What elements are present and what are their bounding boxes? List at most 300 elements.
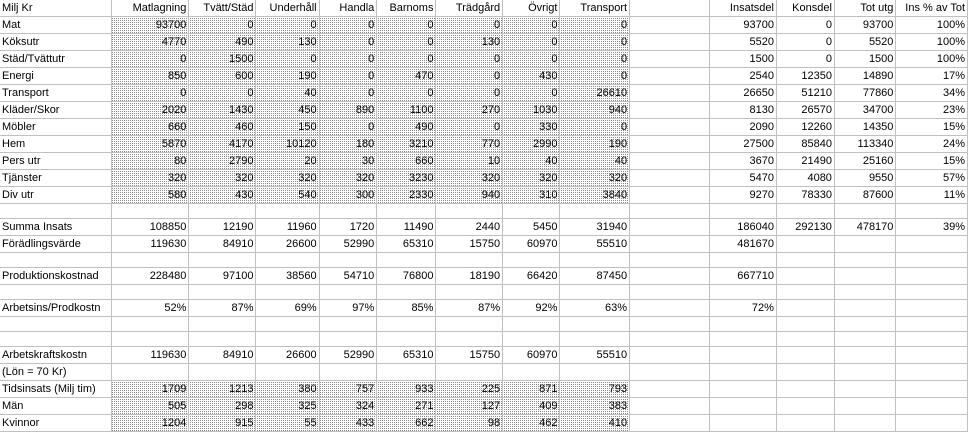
- empty-cell[interactable]: [503, 317, 560, 332]
- ins-value-cell[interactable]: 15%: [896, 119, 968, 136]
- ins-value-cell[interactable]: 4080: [776, 170, 834, 187]
- value-cell[interactable]: 0: [503, 34, 560, 51]
- value-cell[interactable]: 430: [189, 187, 256, 204]
- value-cell[interactable]: 915: [189, 415, 256, 432]
- ins-value-cell[interactable]: 39%: [896, 219, 968, 236]
- empty-cell[interactable]: [896, 268, 968, 285]
- value-cell[interactable]: 0: [319, 68, 377, 85]
- ins-value-cell[interactable]: 100%: [896, 17, 968, 34]
- empty-cell[interactable]: [896, 236, 968, 253]
- value-cell[interactable]: 320: [503, 170, 560, 187]
- value-cell[interactable]: 940: [436, 187, 503, 204]
- value-cell[interactable]: 0: [436, 68, 503, 85]
- value-cell[interactable]: 433: [319, 415, 377, 432]
- value-cell[interactable]: 10: [436, 153, 503, 170]
- empty-cell[interactable]: [630, 85, 710, 102]
- empty-cell[interactable]: [560, 253, 630, 268]
- value-cell[interactable]: 1709: [111, 381, 189, 398]
- empty-cell[interactable]: [111, 204, 189, 219]
- empty-cell[interactable]: [710, 347, 777, 364]
- empty-cell[interactable]: [319, 253, 377, 268]
- empty-cell[interactable]: [436, 332, 503, 347]
- value-cell[interactable]: 0: [503, 17, 560, 34]
- value-cell[interactable]: 0: [256, 51, 319, 68]
- empty-cell[interactable]: [630, 381, 710, 398]
- empty-cell[interactable]: [630, 136, 710, 153]
- empty-cell[interactable]: [111, 332, 189, 347]
- empty-cell[interactable]: [111, 285, 189, 300]
- value-cell[interactable]: 0: [560, 17, 630, 34]
- value-cell[interactable]: 871: [503, 381, 560, 398]
- empty-cell[interactable]: [834, 204, 895, 219]
- empty-cell[interactable]: [319, 285, 377, 300]
- empty-cell[interactable]: [896, 204, 968, 219]
- value-cell[interactable]: 11490: [377, 219, 436, 236]
- empty-cell[interactable]: [710, 398, 777, 415]
- ins-value-cell[interactable]: 667710: [710, 268, 777, 285]
- column-header-cell[interactable]: Insatsdel: [710, 0, 777, 17]
- empty-cell[interactable]: [896, 300, 968, 317]
- ins-value-cell[interactable]: 0: [776, 17, 834, 34]
- value-cell[interactable]: 5870: [111, 136, 189, 153]
- empty-cell[interactable]: [111, 317, 189, 332]
- row-label-cell[interactable]: Män: [0, 398, 111, 415]
- ins-value-cell[interactable]: 11%: [896, 187, 968, 204]
- empty-cell[interactable]: [896, 317, 968, 332]
- value-cell[interactable]: 119630: [111, 236, 189, 253]
- value-cell[interactable]: 84910: [189, 347, 256, 364]
- row-label-cell[interactable]: Transport: [0, 85, 111, 102]
- ins-value-cell[interactable]: 57%: [896, 170, 968, 187]
- value-cell[interactable]: 1720: [319, 219, 377, 236]
- empty-cell[interactable]: [377, 317, 436, 332]
- value-cell[interactable]: 1500: [189, 51, 256, 68]
- row-label-cell[interactable]: Produktionskostnad: [0, 268, 111, 285]
- value-cell[interactable]: 52990: [319, 347, 377, 364]
- value-cell[interactable]: 320: [560, 170, 630, 187]
- row-label-cell[interactable]: Div utr: [0, 187, 111, 204]
- value-cell[interactable]: 180: [319, 136, 377, 153]
- ins-value-cell[interactable]: 14890: [834, 68, 895, 85]
- value-cell[interactable]: 409: [503, 398, 560, 415]
- ins-value-cell[interactable]: 292130: [776, 219, 834, 236]
- empty-cell[interactable]: [560, 332, 630, 347]
- value-cell[interactable]: 662: [377, 415, 436, 432]
- value-cell[interactable]: 940: [560, 102, 630, 119]
- empty-cell[interactable]: [630, 317, 710, 332]
- value-cell[interactable]: 97%: [319, 300, 377, 317]
- ins-value-cell[interactable]: 87600: [834, 187, 895, 204]
- ins-value-cell[interactable]: 1500: [834, 51, 895, 68]
- value-cell[interactable]: 3210: [377, 136, 436, 153]
- ins-value-cell[interactable]: 2540: [710, 68, 777, 85]
- empty-cell[interactable]: [111, 364, 189, 381]
- empty-cell[interactable]: [896, 381, 968, 398]
- ins-value-cell[interactable]: 51210: [776, 85, 834, 102]
- empty-cell[interactable]: [436, 204, 503, 219]
- column-header-cell[interactable]: Trädgård: [436, 0, 503, 17]
- empty-cell[interactable]: [776, 204, 834, 219]
- column-header-cell[interactable]: Transport: [560, 0, 630, 17]
- empty-cell[interactable]: [834, 364, 895, 381]
- empty-cell[interactable]: [503, 285, 560, 300]
- ins-value-cell[interactable]: 34700: [834, 102, 895, 119]
- value-cell[interactable]: 11960: [256, 219, 319, 236]
- empty-cell[interactable]: [834, 332, 895, 347]
- value-cell[interactable]: 190: [560, 136, 630, 153]
- empty-cell[interactable]: [776, 381, 834, 398]
- empty-cell[interactable]: [630, 253, 710, 268]
- value-cell[interactable]: 0: [111, 85, 189, 102]
- ins-value-cell[interactable]: 14350: [834, 119, 895, 136]
- empty-cell[interactable]: [776, 236, 834, 253]
- empty-cell[interactable]: [377, 285, 436, 300]
- empty-cell[interactable]: [630, 204, 710, 219]
- empty-cell[interactable]: [630, 268, 710, 285]
- value-cell[interactable]: 0: [319, 51, 377, 68]
- ins-value-cell[interactable]: 78330: [776, 187, 834, 204]
- empty-cell[interactable]: [630, 236, 710, 253]
- value-cell[interactable]: 0: [319, 85, 377, 102]
- value-cell[interactable]: 890: [319, 102, 377, 119]
- value-cell[interactable]: 55510: [560, 236, 630, 253]
- value-cell[interactable]: 93700: [111, 17, 189, 34]
- empty-cell[interactable]: [834, 285, 895, 300]
- value-cell[interactable]: 0: [111, 51, 189, 68]
- value-cell[interactable]: 80: [111, 153, 189, 170]
- empty-cell[interactable]: [630, 300, 710, 317]
- value-cell[interactable]: 127: [436, 398, 503, 415]
- row-label-cell[interactable]: Kläder/Skor: [0, 102, 111, 119]
- value-cell[interactable]: 0: [503, 51, 560, 68]
- value-cell[interactable]: 320: [319, 170, 377, 187]
- empty-cell[interactable]: [834, 347, 895, 364]
- empty-cell[interactable]: [256, 285, 319, 300]
- empty-cell[interactable]: [896, 332, 968, 347]
- empty-cell[interactable]: [0, 332, 111, 347]
- empty-cell[interactable]: [630, 187, 710, 204]
- empty-cell[interactable]: [256, 253, 319, 268]
- ins-value-cell[interactable]: 0: [776, 34, 834, 51]
- value-cell[interactable]: 298: [189, 398, 256, 415]
- value-cell[interactable]: 0: [436, 85, 503, 102]
- ins-value-cell[interactable]: 24%: [896, 136, 968, 153]
- row-label-cell[interactable]: Kvinnor: [0, 415, 111, 432]
- value-cell[interactable]: 460: [189, 119, 256, 136]
- value-cell[interactable]: 2020: [111, 102, 189, 119]
- value-cell[interactable]: 410: [560, 415, 630, 432]
- row-label-cell[interactable]: Hem: [0, 136, 111, 153]
- empty-cell[interactable]: [189, 285, 256, 300]
- column-header-cell[interactable]: Underhåll: [256, 0, 319, 17]
- value-cell[interactable]: 5450: [503, 219, 560, 236]
- value-cell[interactable]: 26600: [256, 347, 319, 364]
- value-cell[interactable]: 0: [560, 51, 630, 68]
- value-cell[interactable]: 470: [377, 68, 436, 85]
- empty-cell[interactable]: [189, 317, 256, 332]
- empty-cell[interactable]: [630, 51, 710, 68]
- value-cell[interactable]: 0: [319, 119, 377, 136]
- ins-value-cell[interactable]: 9550: [834, 170, 895, 187]
- value-cell[interactable]: 12190: [189, 219, 256, 236]
- empty-cell[interactable]: [776, 285, 834, 300]
- empty-cell[interactable]: [834, 253, 895, 268]
- empty-cell[interactable]: [710, 381, 777, 398]
- empty-cell[interactable]: [630, 415, 710, 432]
- ins-value-cell[interactable]: 26650: [710, 85, 777, 102]
- value-cell[interactable]: 40: [560, 153, 630, 170]
- value-cell[interactable]: 76800: [377, 268, 436, 285]
- empty-cell[interactable]: [776, 332, 834, 347]
- value-cell[interactable]: 0: [377, 85, 436, 102]
- value-cell[interactable]: 190: [256, 68, 319, 85]
- empty-cell[interactable]: [319, 317, 377, 332]
- empty-cell[interactable]: [896, 364, 968, 381]
- value-cell[interactable]: 0: [256, 17, 319, 34]
- value-cell[interactable]: 320: [189, 170, 256, 187]
- value-cell[interactable]: 26610: [560, 85, 630, 102]
- value-cell[interactable]: 97100: [189, 268, 256, 285]
- column-header-cell[interactable]: Handla: [319, 0, 377, 17]
- empty-cell[interactable]: [834, 317, 895, 332]
- empty-cell[interactable]: [776, 347, 834, 364]
- empty-cell[interactable]: [630, 68, 710, 85]
- ins-value-cell[interactable]: 186040: [710, 219, 777, 236]
- empty-cell[interactable]: [560, 317, 630, 332]
- value-cell[interactable]: 490: [189, 34, 256, 51]
- value-cell[interactable]: 0: [436, 119, 503, 136]
- column-header-cell[interactable]: Barnoms: [377, 0, 436, 17]
- value-cell[interactable]: 310: [503, 187, 560, 204]
- empty-cell[interactable]: [256, 364, 319, 381]
- empty-cell[interactable]: [834, 300, 895, 317]
- value-cell[interactable]: 20: [256, 153, 319, 170]
- row-label-cell[interactable]: Summa Insats: [0, 219, 111, 236]
- value-cell[interactable]: 0: [436, 17, 503, 34]
- ins-value-cell[interactable]: 93700: [710, 17, 777, 34]
- value-cell[interactable]: 450: [256, 102, 319, 119]
- empty-cell[interactable]: [630, 347, 710, 364]
- salary-note-cell[interactable]: (Lön = 70 Kr): [0, 364, 111, 381]
- value-cell[interactable]: 0: [560, 119, 630, 136]
- row-label-cell[interactable]: Möbler: [0, 119, 111, 136]
- value-cell[interactable]: 320: [436, 170, 503, 187]
- empty-cell[interactable]: [834, 236, 895, 253]
- row-label-cell[interactable]: Tjänster: [0, 170, 111, 187]
- value-cell[interactable]: 87%: [436, 300, 503, 317]
- row-label-cell[interactable]: Arbetskraftskostn: [0, 347, 111, 364]
- value-cell[interactable]: 380: [256, 381, 319, 398]
- empty-cell[interactable]: [896, 253, 968, 268]
- value-cell[interactable]: 52%: [111, 300, 189, 317]
- value-cell[interactable]: 40: [503, 153, 560, 170]
- value-cell[interactable]: 580: [111, 187, 189, 204]
- empty-cell[interactable]: [710, 285, 777, 300]
- empty-cell[interactable]: [710, 317, 777, 332]
- value-cell[interactable]: 1100: [377, 102, 436, 119]
- value-cell[interactable]: 330: [503, 119, 560, 136]
- empty-cell[interactable]: [896, 285, 968, 300]
- empty-cell[interactable]: [560, 204, 630, 219]
- value-cell[interactable]: 933: [377, 381, 436, 398]
- value-cell[interactable]: 0: [503, 85, 560, 102]
- value-cell[interactable]: 660: [377, 153, 436, 170]
- empty-cell[interactable]: [111, 253, 189, 268]
- ins-value-cell[interactable]: 21490: [776, 153, 834, 170]
- empty-cell[interactable]: [710, 253, 777, 268]
- value-cell[interactable]: 108850: [111, 219, 189, 236]
- ins-value-cell[interactable]: 17%: [896, 68, 968, 85]
- value-cell[interactable]: 770: [436, 136, 503, 153]
- ins-value-cell[interactable]: 93700: [834, 17, 895, 34]
- empty-cell[interactable]: [560, 285, 630, 300]
- empty-cell[interactable]: [630, 398, 710, 415]
- empty-cell[interactable]: [630, 285, 710, 300]
- empty-cell[interactable]: [560, 364, 630, 381]
- empty-cell[interactable]: [776, 300, 834, 317]
- empty-cell[interactable]: [256, 332, 319, 347]
- empty-cell[interactable]: [776, 317, 834, 332]
- ins-value-cell[interactable]: 12350: [776, 68, 834, 85]
- ins-value-cell[interactable]: 23%: [896, 102, 968, 119]
- ins-value-cell[interactable]: 481670: [710, 236, 777, 253]
- empty-cell[interactable]: [630, 34, 710, 51]
- value-cell[interactable]: 52990: [319, 236, 377, 253]
- empty-cell[interactable]: [377, 253, 436, 268]
- value-cell[interactable]: 850: [111, 68, 189, 85]
- column-header-cell[interactable]: Tvätt/Städ: [189, 0, 256, 17]
- empty-cell[interactable]: [896, 398, 968, 415]
- value-cell[interactable]: 0: [319, 34, 377, 51]
- empty-cell[interactable]: [630, 219, 710, 236]
- ins-value-cell[interactable]: 9270: [710, 187, 777, 204]
- row-label-cell[interactable]: Mat: [0, 17, 111, 34]
- value-cell[interactable]: 0: [377, 34, 436, 51]
- value-cell[interactable]: 30: [319, 153, 377, 170]
- ins-value-cell[interactable]: 2090: [710, 119, 777, 136]
- empty-cell[interactable]: [189, 204, 256, 219]
- empty-cell[interactable]: [189, 253, 256, 268]
- column-header-cell[interactable]: Ins % av Tot: [896, 0, 968, 17]
- value-cell[interactable]: 540: [256, 187, 319, 204]
- value-cell[interactable]: 15750: [436, 347, 503, 364]
- empty-cell[interactable]: [834, 398, 895, 415]
- empty-cell[interactable]: [0, 317, 111, 332]
- value-cell[interactable]: 87450: [560, 268, 630, 285]
- row-label-cell[interactable]: Förädlingsvärde: [0, 236, 111, 253]
- empty-cell[interactable]: [0, 204, 111, 219]
- value-cell[interactable]: 60970: [503, 347, 560, 364]
- value-cell[interactable]: 0: [560, 68, 630, 85]
- empty-cell[interactable]: [834, 268, 895, 285]
- value-cell[interactable]: 4770: [111, 34, 189, 51]
- value-cell[interactable]: 2790: [189, 153, 256, 170]
- value-cell[interactable]: 0: [189, 85, 256, 102]
- empty-cell[interactable]: [776, 398, 834, 415]
- value-cell[interactable]: 130: [256, 34, 319, 51]
- value-cell[interactable]: 225: [436, 381, 503, 398]
- value-cell[interactable]: 18190: [436, 268, 503, 285]
- value-cell[interactable]: 92%: [503, 300, 560, 317]
- ins-value-cell[interactable]: 77860: [834, 85, 895, 102]
- value-cell[interactable]: 757: [319, 381, 377, 398]
- value-cell[interactable]: 505: [111, 398, 189, 415]
- column-header-cell[interactable]: Tot utg: [834, 0, 895, 17]
- empty-cell[interactable]: [630, 364, 710, 381]
- column-header-cell[interactable]: Övrigt: [503, 0, 560, 17]
- empty-cell[interactable]: [710, 364, 777, 381]
- ins-value-cell[interactable]: 5520: [710, 34, 777, 51]
- value-cell[interactable]: 130: [436, 34, 503, 51]
- ins-value-cell[interactable]: 100%: [896, 34, 968, 51]
- ins-value-cell[interactable]: 12260: [776, 119, 834, 136]
- value-cell[interactable]: 60970: [503, 236, 560, 253]
- empty-cell[interactable]: [436, 253, 503, 268]
- row-label-cell[interactable]: Städ/Tvättutr: [0, 51, 111, 68]
- value-cell[interactable]: 1204: [111, 415, 189, 432]
- empty-cell[interactable]: [189, 364, 256, 381]
- empty-cell[interactable]: [436, 285, 503, 300]
- value-cell[interactable]: 63%: [560, 300, 630, 317]
- ins-value-cell[interactable]: 478170: [834, 219, 895, 236]
- value-cell[interactable]: 65310: [377, 347, 436, 364]
- value-cell[interactable]: 69%: [256, 300, 319, 317]
- value-cell[interactable]: 0: [560, 34, 630, 51]
- ins-value-cell[interactable]: 5470: [710, 170, 777, 187]
- value-cell[interactable]: 55: [256, 415, 319, 432]
- empty-cell[interactable]: [377, 364, 436, 381]
- empty-cell[interactable]: [503, 364, 560, 381]
- ins-value-cell[interactable]: 5520: [834, 34, 895, 51]
- row-label-cell[interactable]: Energi: [0, 68, 111, 85]
- value-cell[interactable]: 462: [503, 415, 560, 432]
- empty-cell[interactable]: [503, 253, 560, 268]
- value-cell[interactable]: 0: [377, 17, 436, 34]
- empty-cell[interactable]: [630, 102, 710, 119]
- empty-cell[interactable]: [319, 204, 377, 219]
- value-cell[interactable]: 600: [189, 68, 256, 85]
- empty-cell[interactable]: [630, 332, 710, 347]
- empty-cell[interactable]: [503, 332, 560, 347]
- value-cell[interactable]: 87%: [189, 300, 256, 317]
- empty-cell[interactable]: [189, 332, 256, 347]
- value-cell[interactable]: 38560: [256, 268, 319, 285]
- empty-cell[interactable]: [710, 332, 777, 347]
- empty-cell[interactable]: [0, 253, 111, 268]
- empty-cell[interactable]: [710, 204, 777, 219]
- value-cell[interactable]: 320: [256, 170, 319, 187]
- value-cell[interactable]: 10120: [256, 136, 319, 153]
- ins-value-cell[interactable]: 100%: [896, 51, 968, 68]
- ins-value-cell[interactable]: 0: [776, 51, 834, 68]
- empty-cell[interactable]: [896, 415, 968, 432]
- row-label-cell[interactable]: Köksutr: [0, 34, 111, 51]
- value-cell[interactable]: 4170: [189, 136, 256, 153]
- ins-value-cell[interactable]: 113340: [834, 136, 895, 153]
- ins-value-cell[interactable]: 34%: [896, 85, 968, 102]
- value-cell[interactable]: 271: [377, 398, 436, 415]
- value-cell[interactable]: 3230: [377, 170, 436, 187]
- value-cell[interactable]: 84910: [189, 236, 256, 253]
- ins-value-cell[interactable]: 26570: [776, 102, 834, 119]
- value-cell[interactable]: 1030: [503, 102, 560, 119]
- value-cell[interactable]: 15750: [436, 236, 503, 253]
- value-cell[interactable]: 660: [111, 119, 189, 136]
- empty-cell[interactable]: [630, 119, 710, 136]
- row-label-cell[interactable]: Tidsinsats (Milj tim): [0, 381, 111, 398]
- empty-cell[interactable]: [776, 415, 834, 432]
- value-cell[interactable]: 0: [319, 17, 377, 34]
